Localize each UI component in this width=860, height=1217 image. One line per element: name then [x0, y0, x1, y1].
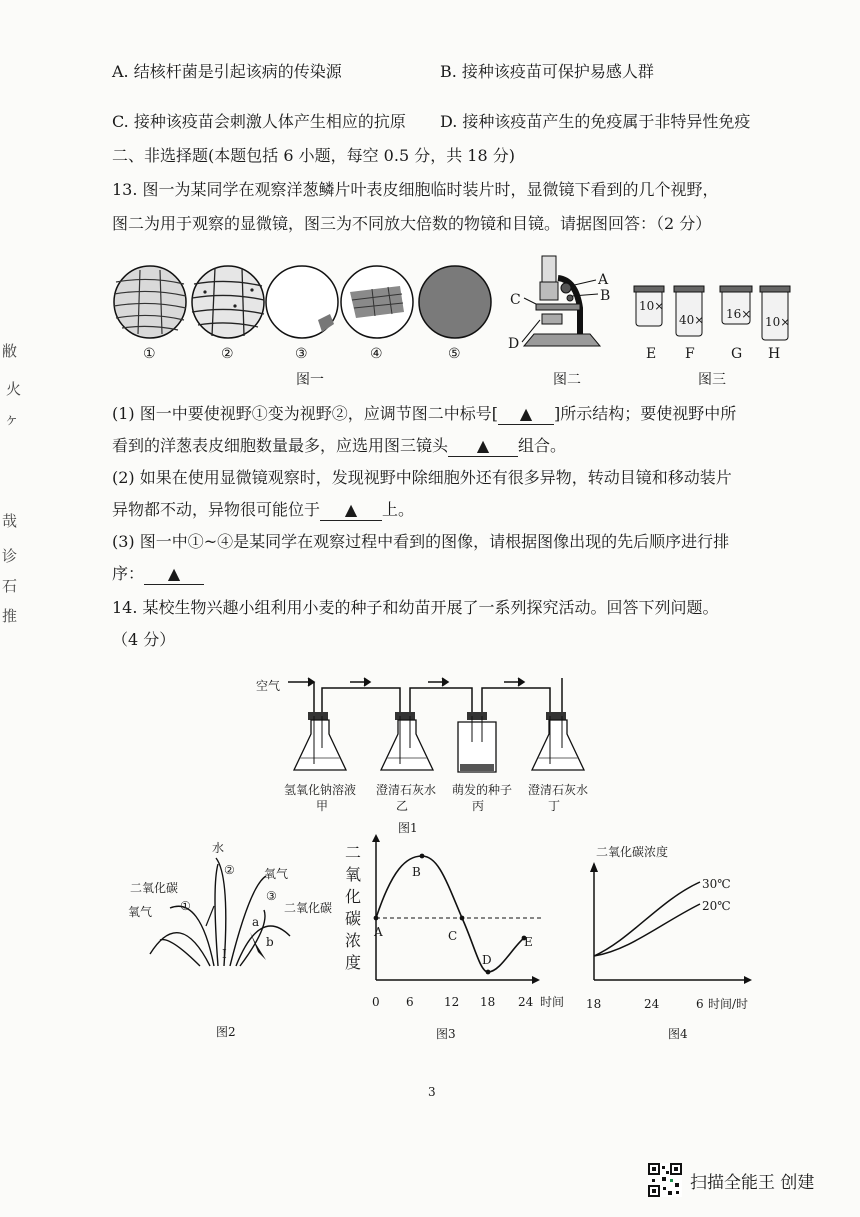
lens-label: E	[646, 346, 657, 362]
flask-name: 乙	[396, 799, 409, 813]
plant-label: 水	[212, 841, 225, 855]
curve-point: C	[448, 929, 458, 943]
field-2	[192, 266, 264, 338]
watermark-text: 扫描全能王 创建	[690, 1173, 815, 1193]
q13-sub3	[112, 564, 204, 585]
curve-point: A	[374, 925, 383, 939]
curve-point: E	[524, 935, 533, 949]
fig4-caption: 图4	[668, 1027, 688, 1041]
plant-label: I	[222, 947, 227, 961]
x-tick: 18	[480, 995, 496, 1009]
microscope-label-b: B	[600, 288, 611, 304]
x-tick: 6	[696, 997, 704, 1011]
lens-value: 10×	[639, 299, 665, 313]
q13-sub1: (1) 图一中要使视野①变为视野②，应调节图二中标号[ ▲ ]所示结构；要使视野中所	[112, 404, 737, 423]
q13-stem-line1: 13. 图一为某同学在观察洋葱鳞片叶表皮细胞临时装片时，显微镜下看到的几个视野，	[112, 180, 719, 199]
field-label: ③	[295, 346, 308, 362]
plant-label: ③	[266, 889, 277, 903]
qr-code-icon	[648, 1163, 682, 1197]
air-label: 空气	[256, 679, 281, 693]
apparatus-caption: 图1	[398, 821, 418, 835]
answer-blank[interactable]: ▲	[320, 500, 382, 521]
plant-label: 氧气	[264, 867, 289, 881]
co2-curve-chart	[362, 830, 562, 990]
option-c: C. 接种该疫苗会刺激人体产生相应的抗原	[112, 112, 406, 131]
flask-name: 丁	[548, 799, 561, 813]
flask-content: 氢氧化钠溶液	[284, 783, 357, 797]
plant-label: ①	[180, 899, 191, 913]
q14-stem-line1: 14. 某校生物兴趣小组利用小麦的种子和幼苗开展了一系列探究活动。回答下列问题。	[112, 598, 719, 617]
plant-caption: 图2	[216, 1025, 236, 1039]
x-tick: 24	[644, 997, 660, 1011]
field-label: ④	[370, 346, 383, 362]
section-title: 二、非选择题(本题包括 6 小题，每空 0.5 分，共 18 分)	[112, 146, 515, 165]
margin-glyph: 推	[2, 607, 18, 625]
fig4-title: 二氧化碳浓度	[596, 845, 669, 859]
q13-sub3-line1: (3) 图一中①~④是某同学在观察过程中看到的图像，请根据图像出现的先后顺序进行排	[112, 532, 730, 551]
option-d: D. 接种该疫苗产生的免疫属于非特异性免疫	[440, 112, 751, 131]
q13-sub1b	[112, 436, 566, 457]
answer-blank[interactable]: ▲	[448, 436, 518, 457]
q14-stem-line2: （4 分）	[112, 630, 176, 649]
microscope-label-a: A	[598, 272, 609, 288]
answer-blank[interactable]: ▲	[498, 404, 554, 425]
plant-label: 氧气	[128, 905, 153, 919]
plant-label: ②	[224, 863, 235, 877]
flask-content: 澄清石灰水	[376, 783, 437, 797]
x-tick: 6	[406, 995, 414, 1009]
field-5	[419, 266, 491, 338]
flask-content: 澄清石灰水	[528, 783, 589, 797]
option-b: B. 接种该疫苗可保护易感人群	[440, 62, 654, 81]
x-tick: 18	[586, 997, 602, 1011]
lens-label: F	[685, 346, 695, 362]
field-label: ①	[143, 346, 156, 362]
margin-glyph: ヶ	[4, 410, 20, 428]
margin-glyph: 火	[6, 380, 22, 398]
plant-label: 二氧化碳	[284, 901, 333, 915]
margin-glyph: 诊	[2, 547, 18, 565]
q13-stem-line2: 图二为用于观察的显微镜，图三为不同放大倍数的物镜和目镜。请据图回答：（2 分）	[112, 214, 712, 233]
fig3-caption: 图3	[436, 1027, 456, 1041]
microscope-diagram	[510, 248, 630, 358]
q13-sub2-pre: 异物都不动，异物很可能位于	[112, 500, 321, 519]
x-tick: 12	[444, 995, 460, 1009]
x-tick: 0	[372, 995, 380, 1009]
x-tick: 24	[518, 995, 534, 1009]
figure1-caption: 图一	[296, 372, 324, 388]
fig3-ylabel: 二氧化碳浓度	[345, 843, 362, 972]
apparatus-diagram	[250, 672, 580, 782]
plant-label: 二氧化碳	[130, 881, 179, 895]
series-label: 20℃	[702, 899, 731, 913]
q13-sub1b-pre: 看到的洋葱表皮细胞数量最多，应选用图三镜头	[112, 436, 449, 455]
lens-label: H	[768, 346, 781, 362]
lens-label: G	[731, 346, 743, 362]
margin-glyph: 石	[2, 577, 18, 595]
microscope-label-c: C	[510, 292, 521, 308]
q13-sub1b-post: 组合。	[518, 436, 567, 455]
flask-name: 甲	[316, 799, 329, 813]
q13-sub1-post: 所示结构；要使视野中所	[560, 404, 737, 423]
field-label: ②	[221, 346, 234, 362]
page-number: 3	[428, 1085, 436, 1099]
margin-glyph: 哉	[2, 512, 18, 530]
lens-value: 40×	[679, 313, 705, 327]
flask-name: 丙	[472, 799, 485, 813]
lens-value: 16×	[726, 307, 752, 321]
fig3-xlabel: 时间	[540, 995, 565, 1009]
q13-sub3-pre: 序：	[112, 564, 145, 583]
q13-sub2-line1: (2) 如果在使用显微镜观察时，发现视野中除细胞外还有很多异物，转动目镜和移动装片	[112, 468, 732, 487]
figure3-caption: 图三	[698, 372, 726, 388]
curve-point: B	[412, 865, 421, 879]
plant-label: a	[252, 915, 260, 929]
flask-content: 萌发的种子	[452, 783, 513, 797]
series-label: 30℃	[702, 877, 731, 891]
microscope-label-d: D	[508, 336, 520, 352]
curve-point: D	[482, 953, 492, 967]
q13-sub1-pre: (1) 图一中要使视野①变为视野②，应调节图二中标号	[112, 404, 492, 423]
q13-sub2-post: 上。	[382, 500, 415, 519]
q13-sub2	[112, 500, 414, 521]
plant-label: b	[266, 935, 274, 949]
option-a: A. 结核杆菌是引起该病的传染源	[112, 62, 342, 81]
co2-temperature-chart	[590, 860, 760, 990]
figure2-caption: 图二	[553, 372, 581, 388]
field-label: ⑤	[448, 346, 461, 362]
answer-blank[interactable]: ▲	[144, 564, 204, 585]
fig4-xlabel: 时间/时	[708, 997, 749, 1011]
margin-glyph: 敝	[2, 342, 18, 360]
lens-value: 10×	[765, 315, 791, 329]
